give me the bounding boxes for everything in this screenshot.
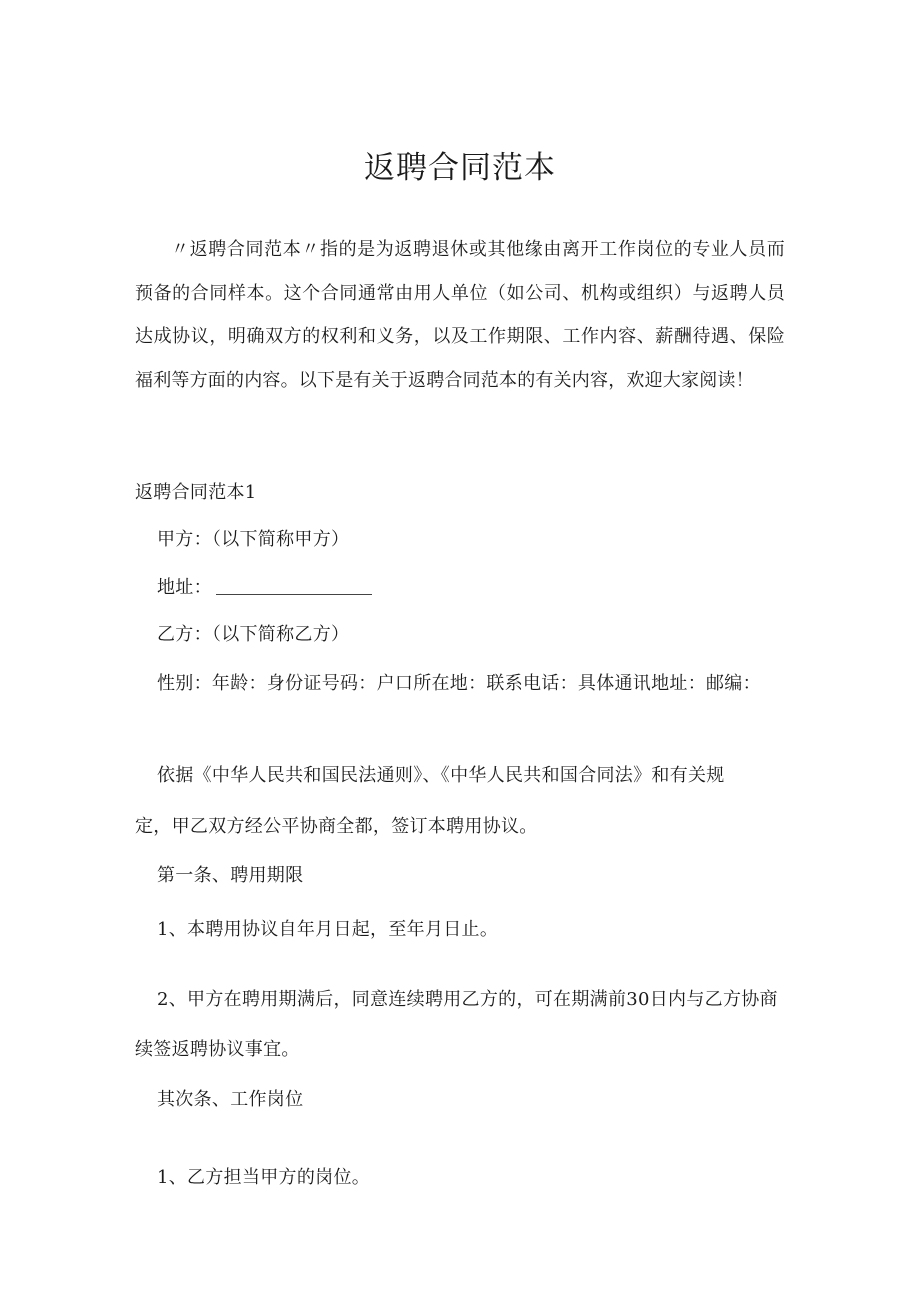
address-label: 地址： — [157, 577, 212, 598]
document-title: 返聘合同范本 — [364, 150, 556, 186]
address-blank — [216, 576, 372, 595]
article1-title: 第一条、聘用期限 — [157, 865, 304, 886]
article1-item2-line2: 续签返聘协议事宜。 — [135, 1039, 300, 1060]
party-b-line: 乙方：（以下简称乙方） — [157, 624, 350, 645]
section-heading: 返聘合同范本1 — [135, 482, 257, 503]
intro-paragraph: 〃返聘合同范本〃指的是为返聘退休或其他缘由离开工作岗位的专业人员而预备的合同样本。这个合同通常由用人单位（如公司、机构或组织）与返聘人员达成协议，明确双方的权利和义务，以及工作期限、工作内容、薪酬待遇、保险福利等方面的内容。以下是有关于返聘合同范本的有关内容，欢迎大家阅读！ — [135, 239, 785, 391]
article2-item1: 1、乙方担当甲方的岗位。 — [157, 1167, 371, 1188]
article1-item2-line1: 2、甲方在聘用期满后，同意连续聘用乙方的，可在期满前30日内与乙方协商 — [157, 989, 778, 1010]
basis-line-1: 依据《中华人民共和国民法通则》、《中华人民共和国合同法》和有关规 — [157, 765, 725, 786]
article2-title: 其次条、工作岗位 — [157, 1089, 304, 1110]
article1-item1: 1、本聘用协议自年月日起，至年月日止。 — [157, 919, 499, 940]
party-a-line: 甲方：（以下简称甲方） — [157, 529, 350, 550]
basis-line-2: 定，甲乙双方经公平协商全都，签订本聘用协议。 — [135, 816, 538, 837]
address-line — [157, 574, 372, 602]
personal-info-line: 性别：年龄：身份证号码：户口所在地：联系电话：具体通讯地址：邮编： — [157, 673, 761, 694]
